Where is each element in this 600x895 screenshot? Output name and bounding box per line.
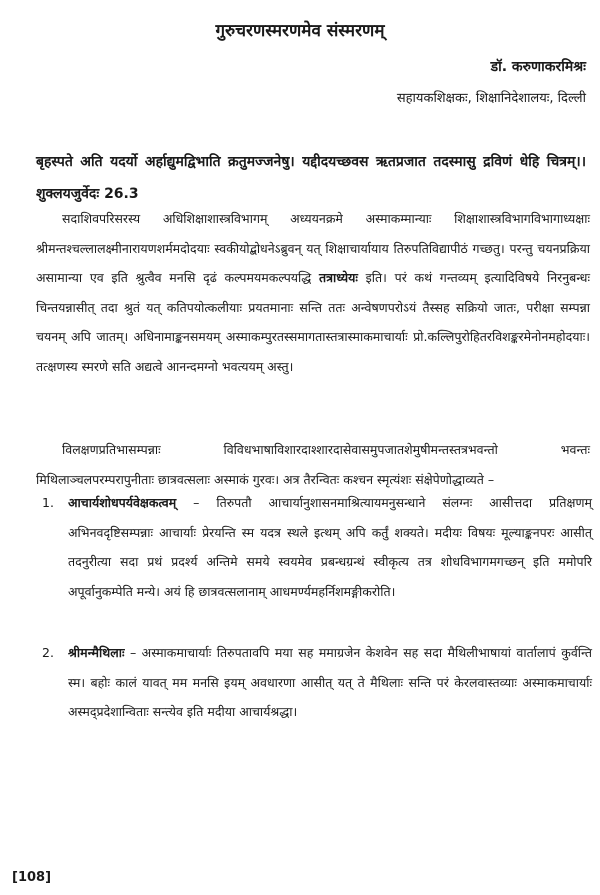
list-item-term: आचार्यशोधपर्यवेक्षकत्वम्: [68, 495, 177, 510]
author-affiliation: सहायकशिक्षकः, शिक्षानिदेशालयः, दिल्ली: [396, 91, 586, 106]
article-title: गुरुचरणस्मरणमेव संस्मरणम्: [215, 21, 385, 41]
paragraph-1-text-a: सदाशिवपरिसरस्य अधिशिक्षाशास्त्रविभागम् अध्ययनक्रमे अस्माकम्मान्याः शिक्षाशास्त्रविभागविभागाध्यक्षाः श्रीमन्तश्चल्लालक्ष्मीनारायणशर्ममदोदयाः स्वकीयोद्बोधनेऽब्रुवन् यत् शिक्षाचार्यायाय तिरुपतिविद्यापीठं गच्छतु। परन्तु चयनप्रक्रिया असामान्या एव इति श्रुत्वैव मनसि दृढं कल्पमयमकल्पयद्धि: [36, 211, 590, 285]
list-item-number: 1.: [42, 495, 54, 510]
verse-source: शुक्लयजुर्वेदः 26.3: [36, 186, 139, 202]
list-item-text: – अस्माकमाचार्याः तिरुपतावपि मया सह ममाग्रजेन केशवेन सह सदा मैथिलीभाषायां वार्तालापं कुर्वन्ति स्म। बहोः कालं यावत् मम मनसि इयम् अवधारणा आसीत् यत् ते मैथिलाः सन्ति परं केरलवास्तव्याः अस्माकमाचार्याः अस्मद्प्रदेशान्विताः सन्त्येव इति मदीया आचार्यश्रद्धा।: [68, 645, 592, 719]
list-item-term: श्रीमन्मैथिलाः: [68, 645, 125, 660]
list-item-text: – तिरुपतौ आचार्यानुशासनमाश्रित्यायमनुसन्धाने संलग्नः आसीत्तदा प्रतिक्षणम् अभिनवदृष्टिसम्पन्नाः आचार्याः प्रेरयन्ति स्म यदत्र स्थले इत्थम् अपि कर्तुं शक्यते। मदीयः विषयः मूल्याङ्कनपरः आसीत् तदनुरीत्या सदा प्रथं प्रदर्श्य अन्तिमे समये स्वयमेव प्रबन्धग्रन्थं स्वीकृत्य तत्र शोधविभागमगच्छन् इति ममोपरि अपूर्वानुकम्पेति मन्ये। अयं हि छात्रवत्सलानाम् आधमर्ण्यमहर्निशमङ्गीकरोति।: [68, 495, 592, 599]
paragraph-1-bold-word: तत्राध्येयः: [318, 270, 358, 285]
list-item-number: 2.: [42, 645, 54, 660]
paragraph-1: [36, 204, 590, 381]
list-item: [42, 638, 592, 727]
author-name: डॉ. करुणाकरमिश्रः: [490, 59, 586, 75]
list-item: [42, 488, 592, 606]
verse-text: बृहस्पते अति यदर्यो अर्हाद्युमद्विभाति क्रतुमज्जनेषु। यद्दीदयच्छवस ऋतप्रजात तदस्मासु द्रविणं धेहि चित्रम्।।: [36, 154, 586, 170]
vedic-verse: [36, 146, 586, 210]
paragraph-2: विलक्षणप्रतिभासम्पन्नाः विविधभाषाविशारदाश्शारदासेवासमुपजातशेमुषीमन्तस्तत्रभवन्तो भवन्तः मिथिलाञ्चलपरम्परापुनीताः छात्रवत्सलाः अस्माकं गुरवः। अत्र तैरन्वितः कश्चन स्मृत्यंशः संक्षेपेणोद्धाव्यते –: [36, 442, 590, 487]
paragraph-1-text-b: इति। परं कथं गन्तव्यम् इत्यादिविषये निरनुबन्धः चिन्तयन्नासीत् तदा श्रुतं यत् कतिपयोत्कलीयाः प्रयतमानाः सन्ति ततः अन्वेषणपरोऽयं तैस्सह सक्रियो जातः, परीक्षा सम्पन्ना चयनम् अपि जातम्। अधिनामाङ्कनसमयम् अस्माकम्पुरतस्समागतास्तत्रास्माकमाचार्याः प्रो.कल्लिपुरोहितरविशङ्करमेनोनमहोदयाः। तत्क्षणस्य स्मरणे सति अद्यत्वे आनन्दमग्नो भवत्ययम् अस्तु।: [36, 270, 590, 374]
page-number: [108]: [12, 870, 52, 885]
